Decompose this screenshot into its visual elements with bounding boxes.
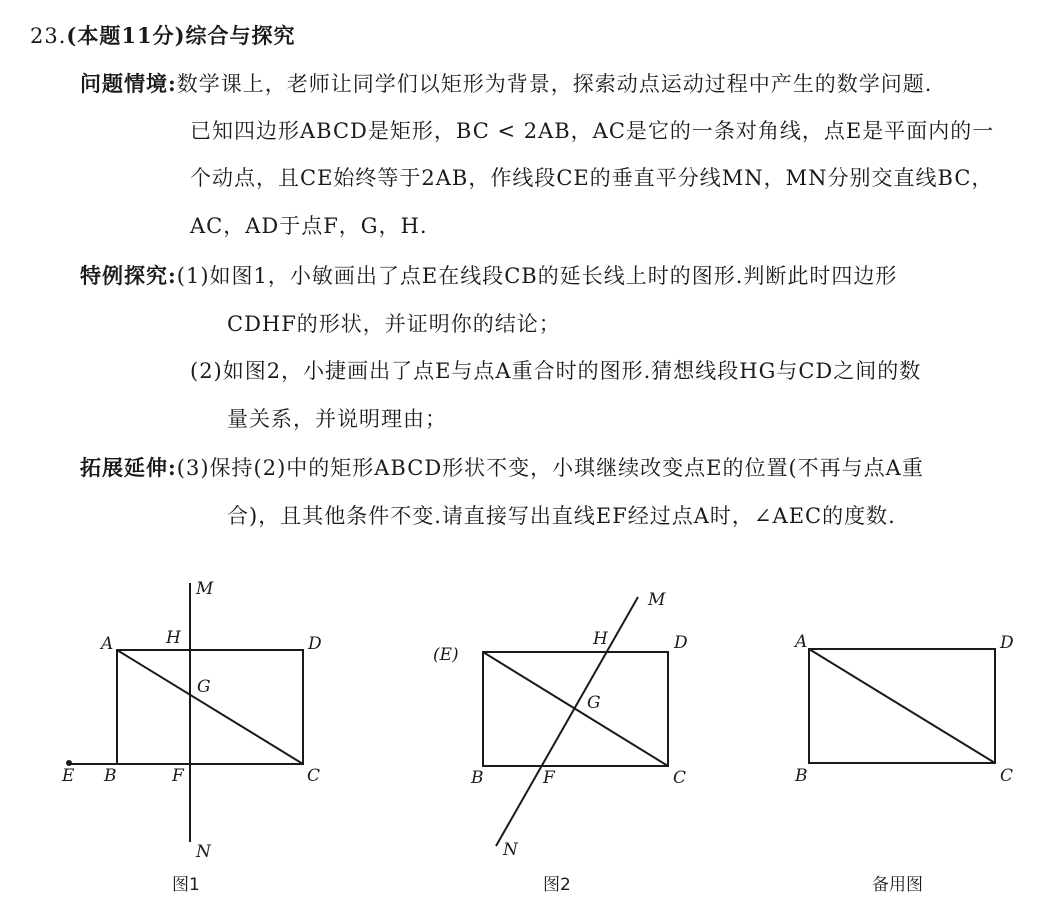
section-label-special: 特例探究: (80, 263, 177, 288)
figure-2 (433, 590, 688, 895)
diagonal-ac (483, 652, 668, 766)
diagonal-ac (809, 649, 995, 763)
label-e: E (62, 766, 75, 786)
label-h: H (166, 628, 181, 648)
label-f: F (172, 766, 184, 786)
figure-1 (61, 579, 322, 895)
label-n: N (196, 842, 211, 862)
label-e-a: (E) (433, 645, 459, 665)
label-b: B (471, 768, 484, 788)
label-g: G (197, 677, 211, 697)
section-label-context: 问题情境: (80, 71, 177, 96)
special-case-line-4: 量关系，并说明理由； (227, 407, 447, 431)
label-m: M (648, 590, 666, 610)
diagonal-ac (117, 650, 303, 764)
special-case-line-2: CDHF的形状，并证明你的结论； (227, 312, 561, 336)
label-a: A (795, 632, 808, 652)
special-case-line-3: (2)如图2，小捷画出了点E与点A重合时的图形.猜想线段HG与CD之间的数 (190, 359, 922, 383)
bisector-mn (496, 597, 638, 846)
caption-figure-2: 图2 (543, 875, 571, 895)
label-c: C (307, 766, 321, 786)
caption-spare-figure: 备用图 (872, 875, 923, 895)
label-g: G (587, 693, 601, 713)
label-d: D (1000, 633, 1014, 653)
label-d: D (308, 634, 322, 654)
problem-number: 23. (30, 24, 67, 48)
label-d: D (674, 633, 688, 653)
section-label-extension: 拓展延伸: (80, 455, 177, 480)
context-line-4: AC，AD于点F，G，H. (190, 214, 428, 238)
extension-line-2: 合)，且其他条件不变.请直接写出直线EF经过点A时，∠AEC的度数. (227, 504, 896, 528)
special-case-line-1: 特例探究:(1)如图1，小敏画出了点E在线段CB的延长线上时的图形.判断此时四边形 (80, 263, 898, 288)
context-line-2: 已知四边形ABCD是矩形，BC < 2AB，AC是它的一条对角线，点E是平面内的一 (190, 119, 995, 143)
figure-spare (793, 632, 1014, 895)
context-line-3: 个动点，且CE始终等于2AB，作线段CE的垂直平分线MN，MN分别交直线BC， (190, 166, 994, 190)
context-line-1: 问题情境:数学课上，老师让同学们以矩形为背景，探索动点运动过程中产生的数学问题. (80, 71, 933, 96)
problem-title: (本题11分)综合与探究 (66, 23, 296, 48)
caption-figure-1: 图1 (172, 875, 200, 895)
label-f: F (543, 768, 555, 788)
label-c: C (673, 768, 687, 788)
label-h: H (593, 629, 608, 649)
extension-line-1: 拓展延伸:(3)保持(2)中的矩形ABCD形状不变，小琪继续改变点E的位置(不再与点A重 (80, 455, 924, 480)
label-c: C (1000, 766, 1014, 786)
label-n: N (503, 840, 518, 860)
label-b: B (795, 766, 808, 786)
label-b: B (104, 766, 117, 786)
label-a: A (101, 634, 114, 654)
label-m: M (196, 579, 214, 599)
